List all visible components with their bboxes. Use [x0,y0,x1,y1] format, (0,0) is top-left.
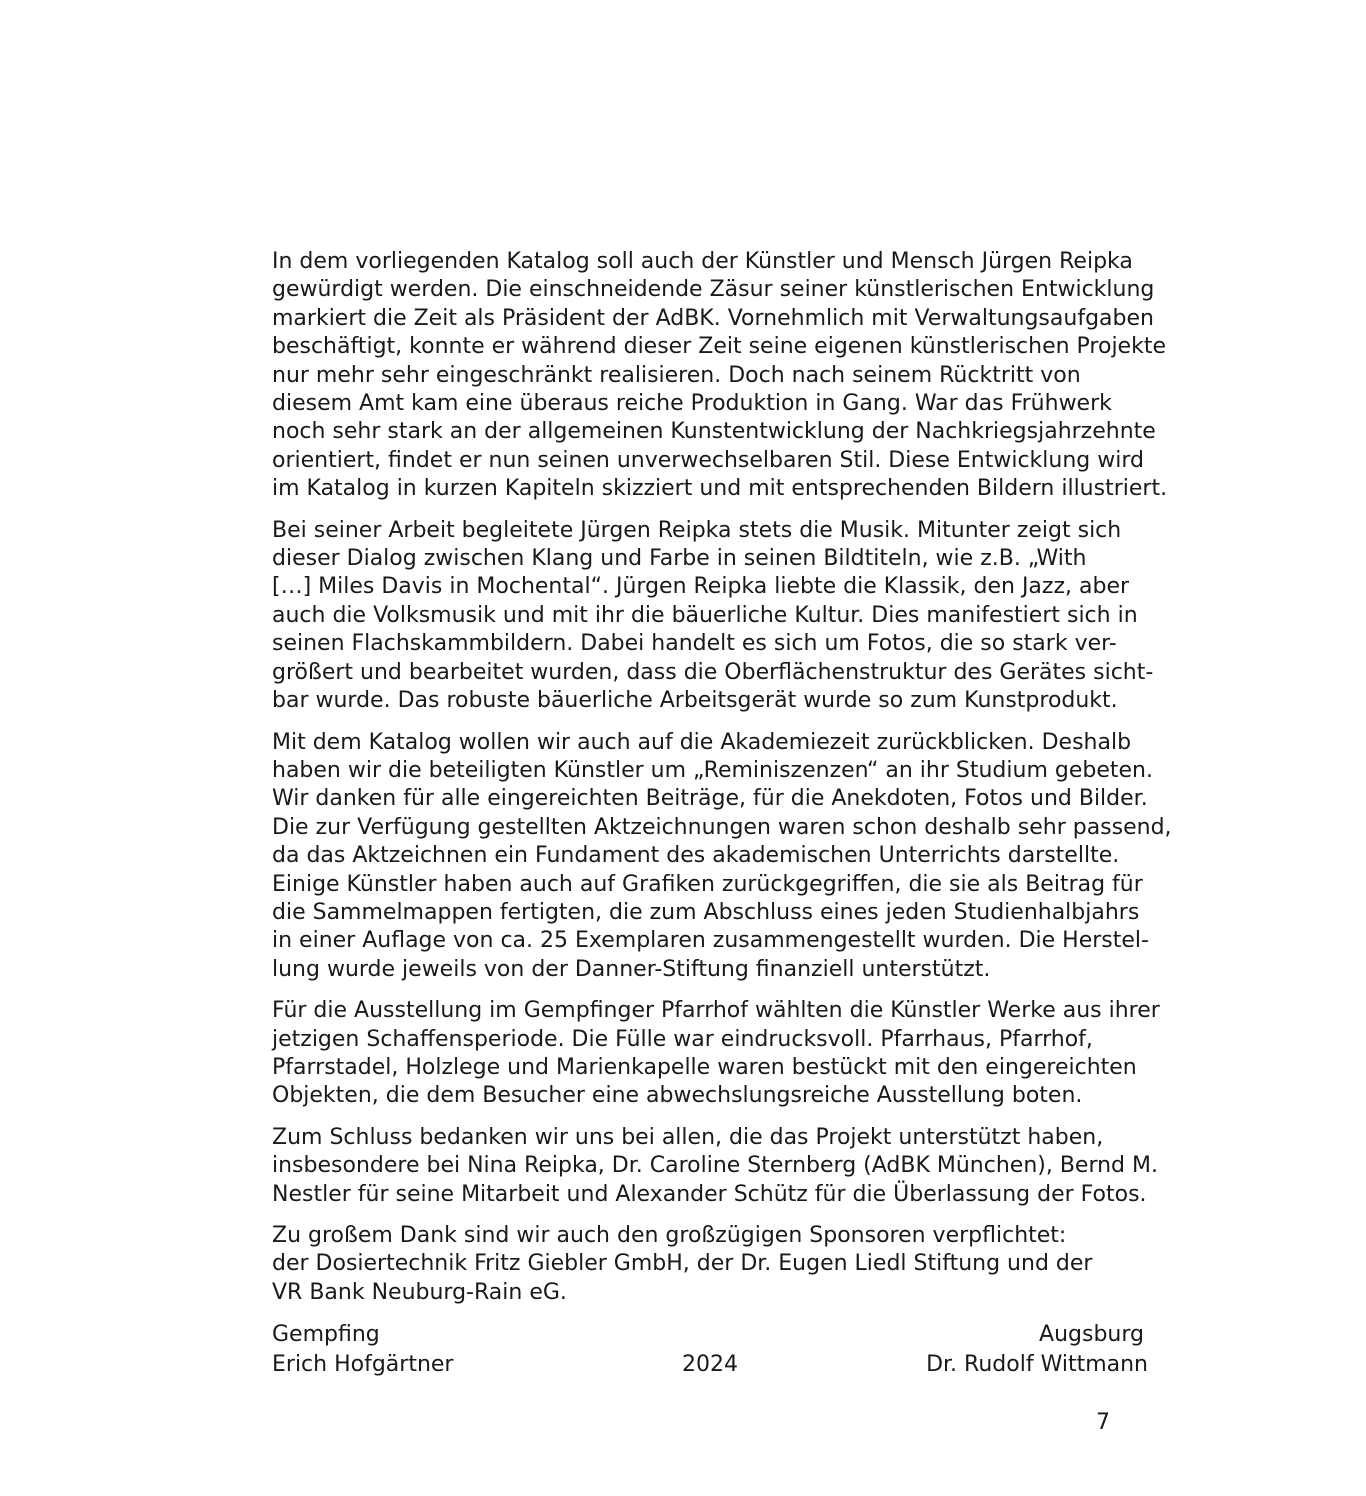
signature-year: 2024 [682,1352,738,1377]
text-line: haben wir die beteiligten Künstler um „Reminiszenzen“ an ihr Studium gebeten. [272,757,1153,783]
text-line: seinen Flachskammbildern. Dabei handelt es sich um Fotos, die so stark ver- [272,631,1117,657]
text-line: Zu großem Dank sind wir auch den großzügigen Sponsoren verpflichtet: [272,1223,1067,1248]
text-line: Wir danken für alle eingereichten Beiträge, für die Anekdoten, Fotos und Bilder. [272,786,1148,812]
text-line: markiert die Zeit als Präsident der AdBK. Vornehmlich mit Verwaltungsaufgaben [272,305,1154,331]
text-line: Mit dem Katalog wollen wir auch auf die Akademiezeit zurückblicken. Deshalb [272,729,1132,755]
text-line: Für die Ausstellung im Gempfinger Pfarrhof wählten die Künstler Werke aus ihrer [272,998,1160,1024]
text-line: In dem vorliegenden Katalog soll auch der Künstler und Mensch Jürgen Reipka [272,249,1133,274]
text-line: da das Aktzeichnen ein Fundament des akademischen Unterrichts darstellte. [272,843,1120,869]
paragraph-1 [272,248,1188,504]
paragraph-6 [272,1222,1188,1307]
signature-name-left: Erich Hofgärtner [272,1352,454,1377]
text-line: lung wurde jeweils von der Danner-Stiftung finanziell unterstützt. [272,956,991,982]
page-number: 7 [1096,1410,1110,1435]
text-line: diesem Amt kam eine überaus reiche Produktion in Gang. War das Frühwerk [272,391,1112,417]
text-line: noch sehr stark an der allgemeinen Kunstentwicklung der Nachkriegsjahrzehnte [272,419,1156,445]
text-line: beschäftigt, konnte er während dieser Zeit seine eigenen künstlerischen Projekte [272,334,1166,360]
text-line: orientiert, findet er nun seinen unverwechselbaren Stil. Diese Entwicklung wird [272,447,1144,473]
paragraph-4 [272,997,1188,1111]
text-line: Die zur Verfügung gestellten Aktzeichnungen waren schon deshalb sehr passend, [272,814,1172,840]
text-line: VR Bank Neuburg-Rain eG. [272,1279,567,1305]
text-line: der Dosiertechnik Fritz Giebler GmbH, der Dr. Eugen Liedl Stiftung und der [272,1251,1093,1277]
text-line: in einer Auflage von ca. 25 Exemplaren zusammengestellt wurden. Die Herstel- [272,928,1149,954]
text-line: insbesondere bei Nina Reipka, Dr. Caroline Sternberg (AdBK München), Bernd M. [272,1153,1158,1179]
text-line: Einige Künstler haben auch auf Grafiken zurückgegriffen, die sie als Beitrag für [272,871,1143,897]
text-line: bar wurde. Das robuste bäuerliche Arbeitsgerät wurde so zum Kunstprodukt. [272,688,1118,714]
text-line: Bei seiner Arbeit begleitete Jürgen Reipka stets die Musik. Mitunter zeigt sich [272,517,1122,543]
text-line: im Katalog in kurzen Kapiteln skizziert und mit entsprechenden Bildern illustriert. [272,476,1168,502]
text-line: gewürdigt werden. Die einschneidende Zäsur seiner künstlerischen Entwicklung [272,277,1155,303]
signature-left [272,1320,453,1380]
signature-place-left: Gempfing [272,1322,380,1347]
text-line: […] Miles Davis in Mochental“. Jürgen Reipka liebte die Klassik, den Jazz, aber [272,574,1130,600]
body-text [272,248,1188,1320]
text-line: Pfarrstadel, Holzlege und Marienkapelle waren bestückt mit den eingereichten [272,1054,1137,1080]
signature-right [926,1320,1148,1380]
signature-block [272,1320,1152,1380]
signature-place-right: Augsburg [1039,1322,1144,1347]
text-line: auch die Volksmusik und mit ihr die bäuerliche Kultur. Dies manifestiert sich in [272,602,1138,628]
signature-name-right: Dr. Rudolf Wittmann [926,1352,1148,1377]
text-line: die Sammelmappen fertigten, die zum Abschluss eines jeden Studienhalbjahrs [272,899,1140,925]
paragraph-5 [272,1124,1188,1209]
paragraph-2 [272,517,1188,716]
text-line: Nestler für seine Mitarbeit und Alexander Schütz für die Überlassung der Fotos. [272,1181,1147,1207]
paragraph-3 [272,729,1188,985]
text-line: dieser Dialog zwischen Klang und Farbe in seinen Bildtiteln, wie z.B. „With [272,546,1087,572]
text-line: jetzigen Schaffensperiode. Die Fülle war eindrucksvoll. Pfarrhaus, Pfarrhof, [272,1026,1093,1052]
text-line: nur mehr sehr eingeschränkt realisieren. Doch nach seinem Rücktritt von [272,362,1081,388]
text-line: Zum Schluss bedanken wir uns bei allen, die das Projekt unterstützt haben, [272,1124,1104,1150]
text-line: größert und bearbeitet wurden, dass die Oberflächenstruktur des Gerätes sicht- [272,659,1154,685]
text-line: Objekten, die dem Besucher eine abwechslungsreiche Ausstellung boten. [272,1083,1083,1109]
